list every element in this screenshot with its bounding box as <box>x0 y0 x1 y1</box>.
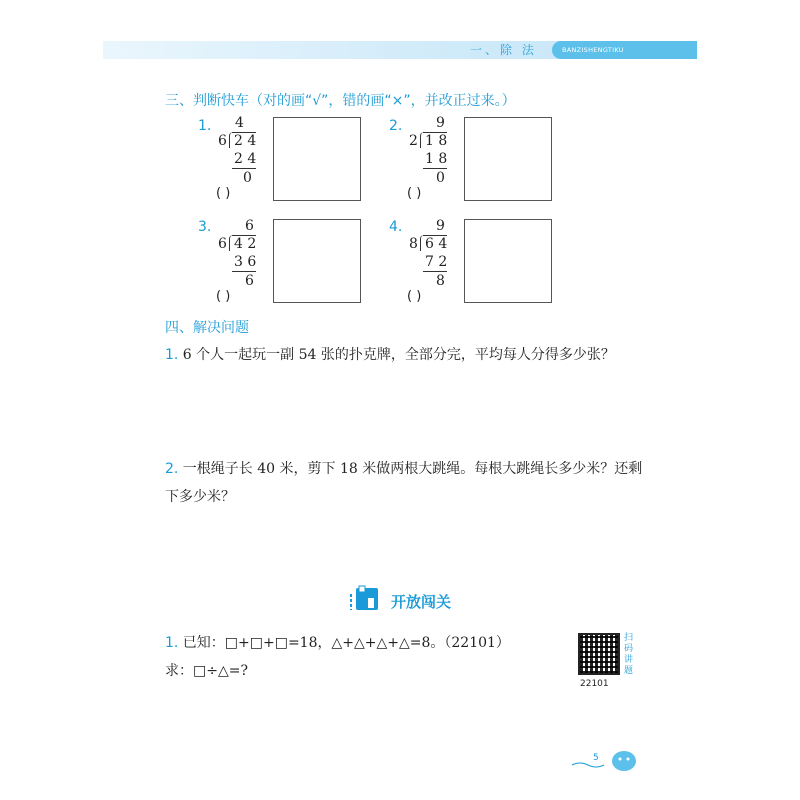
header-tag <box>552 41 697 59</box>
remainder: 6 <box>245 273 254 289</box>
division-vertical <box>218 116 266 196</box>
remainder: 0 <box>243 170 252 186</box>
section3-title: 三、判断快车（对的画“√”，错的画“×”，并改正过来。） <box>165 93 516 109</box>
item-number: 1. <box>198 118 212 134</box>
challenge-line-1: 已知：□+□+□=18，△+△+△+△=8。（22101） <box>178 635 510 651</box>
dividend: 1 8 <box>425 133 448 149</box>
product: 1 8 <box>425 151 448 167</box>
problem-number: 1. <box>165 347 179 363</box>
problem-text: 一根绳子长 40 米，剪下 18 米做两根大跳绳。每根大跳绳长多少米？还剩下多少米？ <box>165 461 643 505</box>
item-number: 4. <box>389 219 403 235</box>
correction-box[interactable] <box>464 219 552 303</box>
quotient: 9 <box>436 115 445 131</box>
correction-box[interactable] <box>273 117 361 201</box>
chapter-title: 一、除 法 <box>470 43 537 57</box>
divisor: 2 <box>409 133 418 149</box>
word-problem <box>165 455 645 511</box>
remainder: 8 <box>436 273 445 289</box>
dividend: 6 4 <box>425 236 448 252</box>
subtraction-rule <box>232 271 256 272</box>
subtraction-rule <box>232 168 256 169</box>
division-vertical <box>218 219 266 299</box>
qr-side-label: 扫码讲题 <box>624 633 634 676</box>
divisor: 8 <box>409 236 418 252</box>
qr-code[interactable] <box>578 633 620 675</box>
page-number: 5 <box>593 753 599 763</box>
subtraction-rule <box>423 168 447 169</box>
correction-box[interactable] <box>464 117 552 201</box>
challenge-line-2: 求：□÷△=? <box>165 663 248 679</box>
problem-number: 2. <box>165 461 179 477</box>
dividend: 2 4 <box>234 133 257 149</box>
item-number: 2. <box>389 118 403 134</box>
dividend: 4 2 <box>234 236 257 252</box>
item-number: 3. <box>198 219 212 235</box>
answer-paren[interactable]: ( ) <box>216 186 231 201</box>
product: 2 4 <box>234 151 257 167</box>
section4-title: 四、解决问题 <box>165 320 249 336</box>
quotient: 4 <box>235 115 244 131</box>
problem-number: 1. <box>165 635 179 651</box>
open-challenge-icon <box>348 584 384 614</box>
header-tag-text: BANZISHENGTIKU <box>562 46 624 54</box>
quotient: 6 <box>245 218 254 234</box>
correction-box[interactable] <box>273 219 361 303</box>
product: 7 2 <box>425 254 448 270</box>
answer-paren[interactable]: ( ) <box>216 289 231 304</box>
mascot-icon <box>570 745 640 773</box>
quotient: 9 <box>436 218 445 234</box>
product: 3 6 <box>234 254 257 270</box>
remainder: 0 <box>436 170 445 186</box>
divisor: 6 <box>218 133 227 149</box>
qr-code-label: 22101 <box>580 679 609 689</box>
open-challenge-title: 开放闯关 <box>391 593 452 611</box>
word-problem <box>165 341 645 369</box>
subtraction-rule <box>423 271 447 272</box>
problem-text: 6 个人一起玩一副 54 张的扑克牌，全部分完，平均每人分得多少张？ <box>178 347 615 363</box>
divisor: 6 <box>218 236 227 252</box>
answer-paren[interactable]: ( ) <box>407 289 422 304</box>
division-vertical <box>409 116 457 196</box>
challenge-problem <box>165 629 565 685</box>
answer-paren[interactable]: ( ) <box>407 186 422 201</box>
division-vertical <box>409 219 457 299</box>
